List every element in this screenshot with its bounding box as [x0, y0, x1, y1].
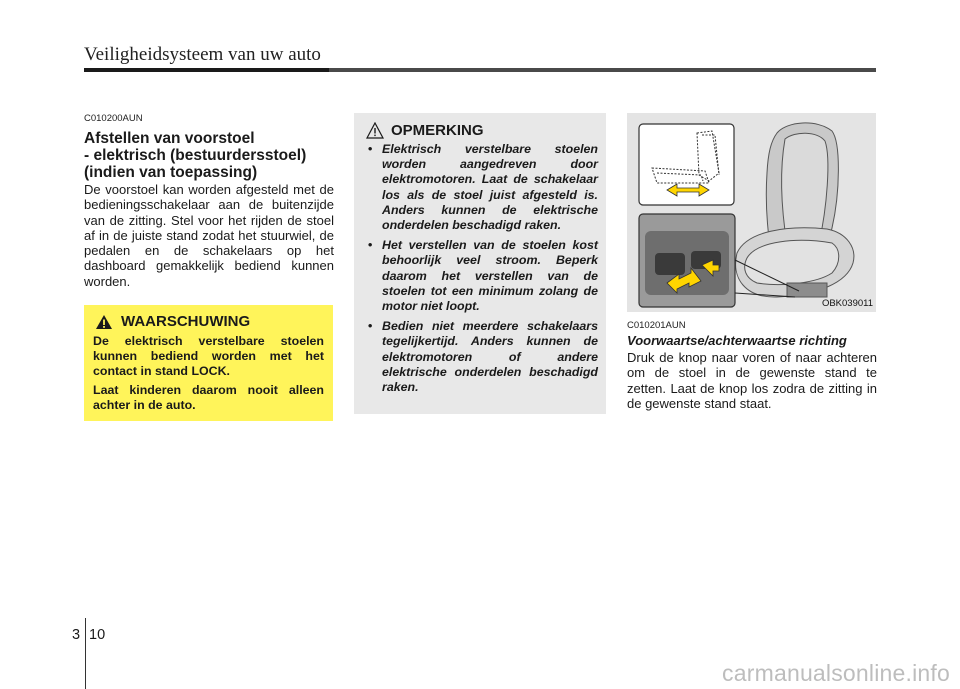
section-code: C010201AUN — [627, 320, 686, 331]
warning-paragraph: Laat kinderen daarom nooit alleen achter in de auto. — [93, 383, 324, 412]
watermark: carmanualsonline.info — [722, 660, 950, 686]
note-list — [364, 142, 598, 395]
header-rule-accent — [84, 68, 329, 72]
note-item: • Elektrisch verstelbare stoelen worden aangedreven door elektromotoren. Laat de schakelaar los als de stoel juist afgesteld is. Anders kunnen de elektrische onderdelen beschadigd raken. — [364, 142, 598, 233]
figure-label: OBK039011 — [821, 298, 873, 309]
seat-drawing — [627, 113, 876, 312]
note-box — [354, 113, 606, 414]
note-item: • Bedien niet meerdere schakelaars tegelijkertijd. Anders kunnen de elektromotoren of andere elektrische onderdelen beschadigd raken. — [364, 319, 598, 395]
note-header — [366, 122, 598, 139]
seat-illustration — [627, 113, 876, 312]
warning-triangle-icon — [95, 314, 113, 330]
page-number: 10 — [89, 627, 106, 643]
caution-triangle-icon — [366, 122, 384, 139]
chapter-number: 3 — [72, 627, 81, 643]
section-body: De voorstoel kan worden afgesteld met de bedieningsschakelaar aan de buitenzijde van de zitting. Stel voor het rijden de stoel af in de juiste stand zodat het stuurwiel, de pedalen en de schakelaars op het dashboard gemakkelijk bediend kunnen worden. — [84, 182, 334, 289]
running-header-title: Veiligheidsysteem van uw auto — [84, 44, 321, 65]
section-title-line: Afstellen van voorstoel — [84, 130, 255, 147]
page-number-divider — [85, 618, 86, 689]
warning-header — [95, 313, 324, 330]
section-code: C010200AUN — [84, 113, 143, 124]
warning-box — [84, 305, 333, 421]
section-title-line: (indien van toepassing) — [84, 164, 258, 181]
warning-title: WAARSCHUWING — [121, 313, 251, 330]
section-title — [84, 130, 334, 181]
note-title: OPMERKING — [391, 122, 484, 139]
warning-paragraph: De elektrisch verstelbare stoelen kunnen bediend worden met het contact in stand LOCK. — [93, 334, 324, 378]
subsection-body: Druk de knop naar voren of naar achteren om de stoel in de gewenste stand te zetten. Laat de knop los zodra de zitting in de gewenste stand staat. — [627, 350, 877, 411]
seat-switch-closeup — [639, 214, 735, 307]
seat-adjust-diagram — [639, 124, 734, 205]
subsection-title: Voorwaartse/achterwaartse richting — [627, 333, 847, 348]
section-title-line: - elektrisch (bestuurdersstoel) — [84, 147, 307, 164]
note-item: • Het verstellen van de stoelen kost behoorlijk veel stroom. Beperk daarom het verstellen van de stoelen tot een minimum zolang de motor niet loopt. — [364, 238, 598, 314]
power-seat-image — [736, 123, 854, 297]
